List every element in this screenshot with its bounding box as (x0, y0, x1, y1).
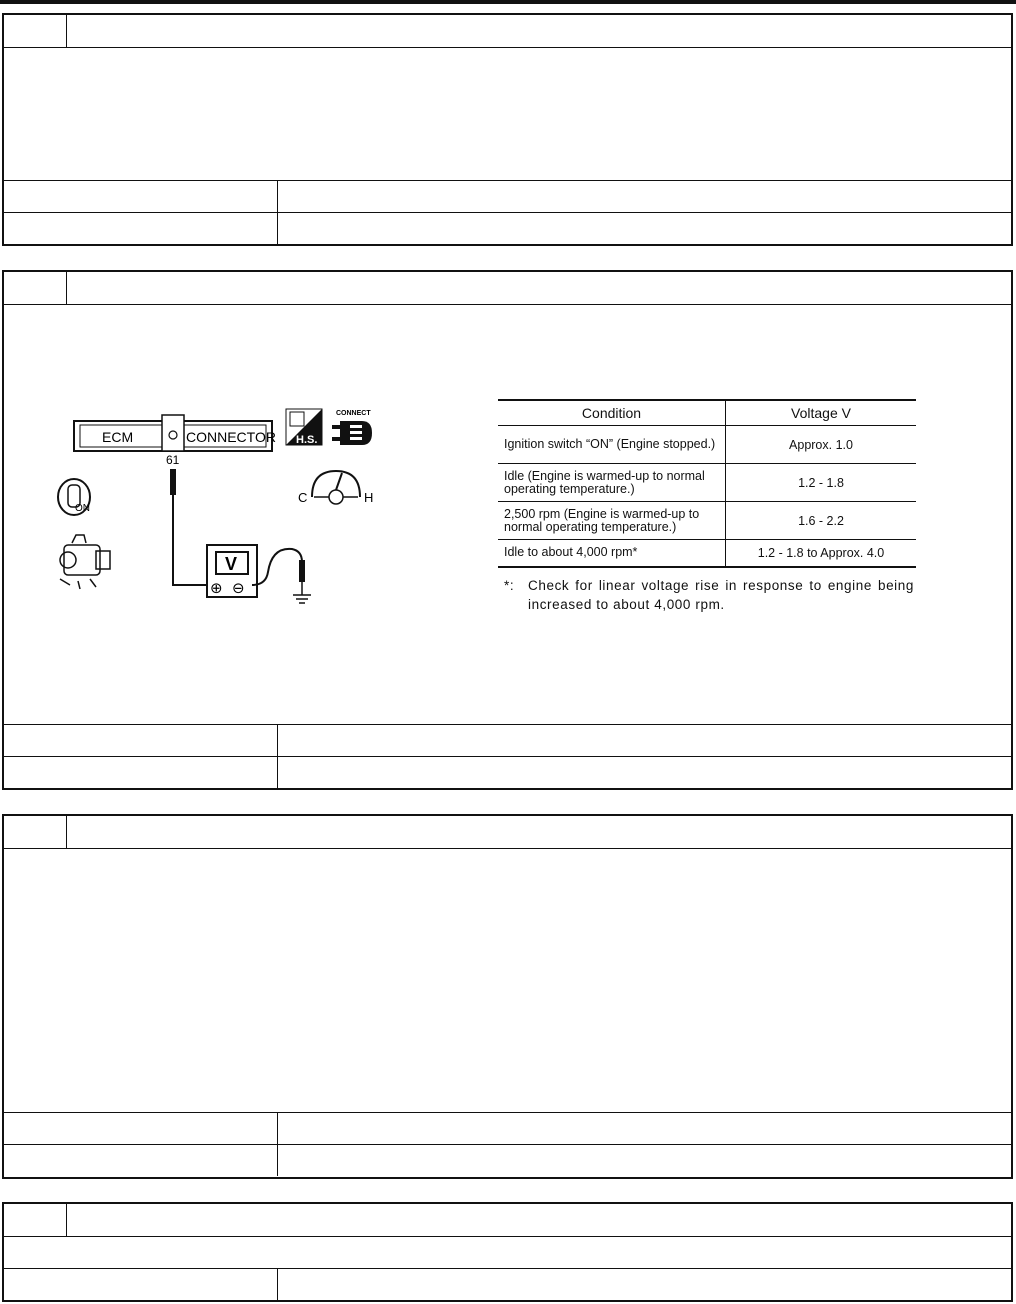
meter-label: V (225, 554, 238, 574)
table-row (498, 502, 916, 540)
footnote-mark: *: (504, 578, 515, 593)
hs-label: H.S. (296, 434, 318, 446)
result-label-cell (4, 1113, 278, 1144)
table-row (498, 464, 916, 502)
terminal-number: 61 (166, 453, 180, 467)
ignition-key-icon (58, 479, 90, 515)
ecm-connector (74, 415, 276, 451)
step-block-4 (2, 1202, 1013, 1302)
condition-cell: Idle (Engine is warmed-up to normal operating temperature.) (498, 464, 726, 502)
voltmeter (207, 545, 257, 597)
table-row (498, 540, 916, 567)
table-footnote (504, 576, 914, 614)
result-row (4, 756, 1011, 788)
engine-temp-gauge-icon (298, 471, 373, 505)
step-block-1 (2, 13, 1013, 246)
connect-label: CONNECT (336, 410, 371, 417)
result-label-cell (4, 757, 278, 788)
voltage-cell: 1.6 - 2.2 (726, 502, 917, 540)
step-block-3 (2, 814, 1013, 1179)
step-header (4, 816, 1011, 849)
result-label-cell (4, 1145, 278, 1176)
minus-terminal: ⊖ (232, 579, 245, 597)
step-number-cell (4, 15, 67, 47)
engine-running-icon (60, 535, 110, 589)
voltage-cell: 1.2 - 1.8 (726, 464, 917, 502)
voltage-cell: Approx. 1.0 (726, 426, 917, 464)
step-header (4, 1204, 1011, 1237)
probe-tip (170, 469, 176, 495)
footnote-text: Check for linear voltage rise in response to engine being increased to about 4,000 rpm. (528, 578, 914, 612)
step-number-cell (4, 272, 67, 304)
top-rule (0, 0, 1016, 4)
ignition-on-label: ON (75, 503, 90, 514)
result-label-cell (4, 725, 278, 756)
column-header-condition: Condition (498, 400, 726, 426)
step-number-cell (4, 1204, 67, 1236)
voltage-table (498, 399, 916, 568)
condition-cell: 2,500 rpm (Engine is warmed-up to normal operating temperature.) (498, 502, 726, 540)
temp-hot-label: H (364, 490, 374, 505)
step-block-2 (2, 270, 1013, 790)
step-header (4, 272, 1011, 305)
ground-probe (299, 560, 305, 582)
result-row (4, 212, 1011, 244)
result-label-cell (4, 181, 278, 212)
plus-terminal: ⊕ (210, 579, 223, 597)
table-header-row (498, 400, 916, 426)
result-row (4, 1268, 1011, 1300)
voltage-cell: 1.2 - 1.8 to Approx. 4.0 (726, 540, 917, 567)
wiring-diagram (44, 397, 404, 617)
result-row (4, 1144, 1011, 1176)
condition-cell: Idle to about 4,000 rpm* (498, 540, 726, 567)
table-row (498, 426, 916, 464)
column-header-voltage: Voltage V (726, 400, 917, 426)
result-row (4, 724, 1011, 756)
ecm-label: ECM (102, 429, 134, 445)
step-number-cell (4, 816, 67, 848)
result-row (4, 1112, 1011, 1144)
ground-symbol (293, 582, 311, 603)
connect-icon (332, 410, 372, 445)
connector-label: CONNECTOR (186, 429, 276, 445)
result-row (4, 180, 1011, 212)
result-label-cell (4, 1269, 278, 1300)
harness-side-icon (286, 409, 322, 446)
temp-cold-label: C (298, 490, 308, 505)
meter-lead-negative (252, 549, 302, 585)
condition-cell: Ignition switch “ON” (Engine stopped.) (498, 426, 726, 464)
result-label-cell (4, 213, 278, 244)
step-header (4, 15, 1011, 48)
